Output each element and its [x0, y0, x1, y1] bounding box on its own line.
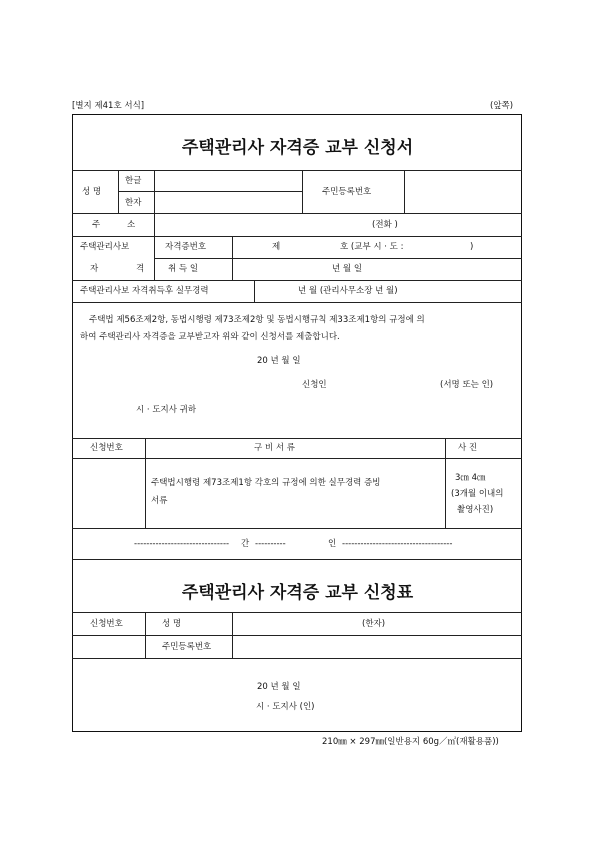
rule [72, 635, 522, 636]
ledger-hanja: (한자) [362, 619, 386, 629]
rule [118, 170, 119, 213]
ledger-date: 20 년 월 일 [257, 682, 301, 692]
form-number: [별지 제41호 서식] [72, 101, 145, 111]
address-label-1: 주 [92, 220, 101, 230]
rule [118, 191, 302, 192]
photo-size: 3㎝ 4㎝ [455, 473, 486, 483]
rule [154, 236, 155, 280]
experience-value: 년 월 (관리사무소장 년 월) [298, 286, 398, 296]
photo-header: 사 진 [458, 443, 478, 453]
cut-line-gan: 간 [241, 539, 250, 549]
signature-label: (서명 또는 인) [440, 380, 494, 390]
qualifier-label-3: 격 [136, 264, 145, 274]
rule [254, 280, 255, 302]
rule [72, 528, 522, 529]
rule [445, 438, 446, 528]
cert-number-close: ) [470, 242, 474, 252]
phone-field: (전화 ) [372, 220, 398, 230]
rule [154, 170, 155, 213]
documents-text-1: 주택법시행령 제73조제1항 각호의 규정에 의한 실무경력 증빙 [151, 478, 381, 488]
page-side: (앞쪽) [490, 101, 514, 111]
rule [72, 658, 522, 659]
experience-label: 주택관리사보 자격취득후 실무경력 [80, 286, 209, 296]
rule [72, 170, 522, 171]
acquired-date-label: 취 득 일 [168, 264, 199, 274]
cut-line-middle: ---------- [255, 539, 286, 549]
hangul-label: 한글 [125, 176, 142, 186]
rule [232, 612, 233, 658]
rule [72, 438, 522, 439]
ledger-rrn-label: 주민등록번호 [162, 642, 212, 652]
ledger-authority: 시 · 도지사 (인) [256, 702, 315, 712]
rule [154, 258, 522, 259]
receipt-number-label: 신청번호 [90, 443, 123, 453]
statement-line-2: 하여 주택관리사 자격증을 교부받고자 위와 같이 신청서를 제출합니다. [80, 332, 340, 342]
rule [72, 458, 522, 459]
ledger-name-label: 성 명 [162, 619, 182, 629]
statement-line-1: 주택법 제56조제2항, 동법시행령 제73조제2항 및 동법시행규칙 제33조제1항의 규정에 의 [89, 315, 425, 325]
application-date: 20 년 월 일 [257, 356, 301, 366]
qualifier-label: 주택관리사보 [80, 242, 130, 252]
rule [404, 170, 405, 213]
qualifier-label-2: 자 [90, 264, 99, 274]
addressee: 시 · 도지사 귀하 [136, 405, 197, 415]
address-label-2: 소 [127, 220, 136, 230]
rule [72, 236, 522, 237]
photo-note-1: (3개월 이내의 [451, 489, 504, 499]
rule [145, 438, 146, 528]
ledger-receipt-number-label: 신청번호 [90, 619, 123, 629]
photo-note-2: 촬영사진) [457, 505, 494, 515]
cut-line-left: ------------------------------- [134, 539, 230, 549]
paper-spec: 210㎜ × 297㎜(일반용지 60g／㎡(재활용품)) [322, 737, 499, 747]
hanja-label: 한자 [125, 198, 142, 208]
cert-number-label: 자격증번호 [165, 242, 207, 252]
acquired-date-value: 년 월 일 [332, 264, 363, 274]
documents-header: 구 비 서 류 [254, 443, 295, 453]
rule [145, 612, 146, 658]
documents-text-2: 서류 [151, 496, 168, 506]
rule [302, 170, 303, 213]
rule [72, 280, 522, 281]
rule [232, 236, 233, 280]
rule [154, 213, 155, 236]
cut-line-right: ------------------------------------ [342, 539, 453, 549]
rrn-label: 주민등록번호 [322, 187, 372, 197]
cut-line-in: 인 [328, 539, 337, 549]
applicant-label: 신청인 [302, 380, 327, 390]
rule [72, 559, 522, 560]
rule [72, 213, 522, 214]
cert-number-issuer: 호 (교부 시 · 도 : [340, 242, 404, 252]
rule [72, 302, 522, 303]
cert-number-prefix: 제 [272, 242, 281, 252]
ledger-title: 주택관리사 자격증 교부 신청표 [181, 583, 414, 603]
application-title: 주택관리사 자격증 교부 신청서 [181, 138, 414, 158]
name-label: 성 명 [82, 187, 102, 197]
rule [72, 612, 522, 613]
